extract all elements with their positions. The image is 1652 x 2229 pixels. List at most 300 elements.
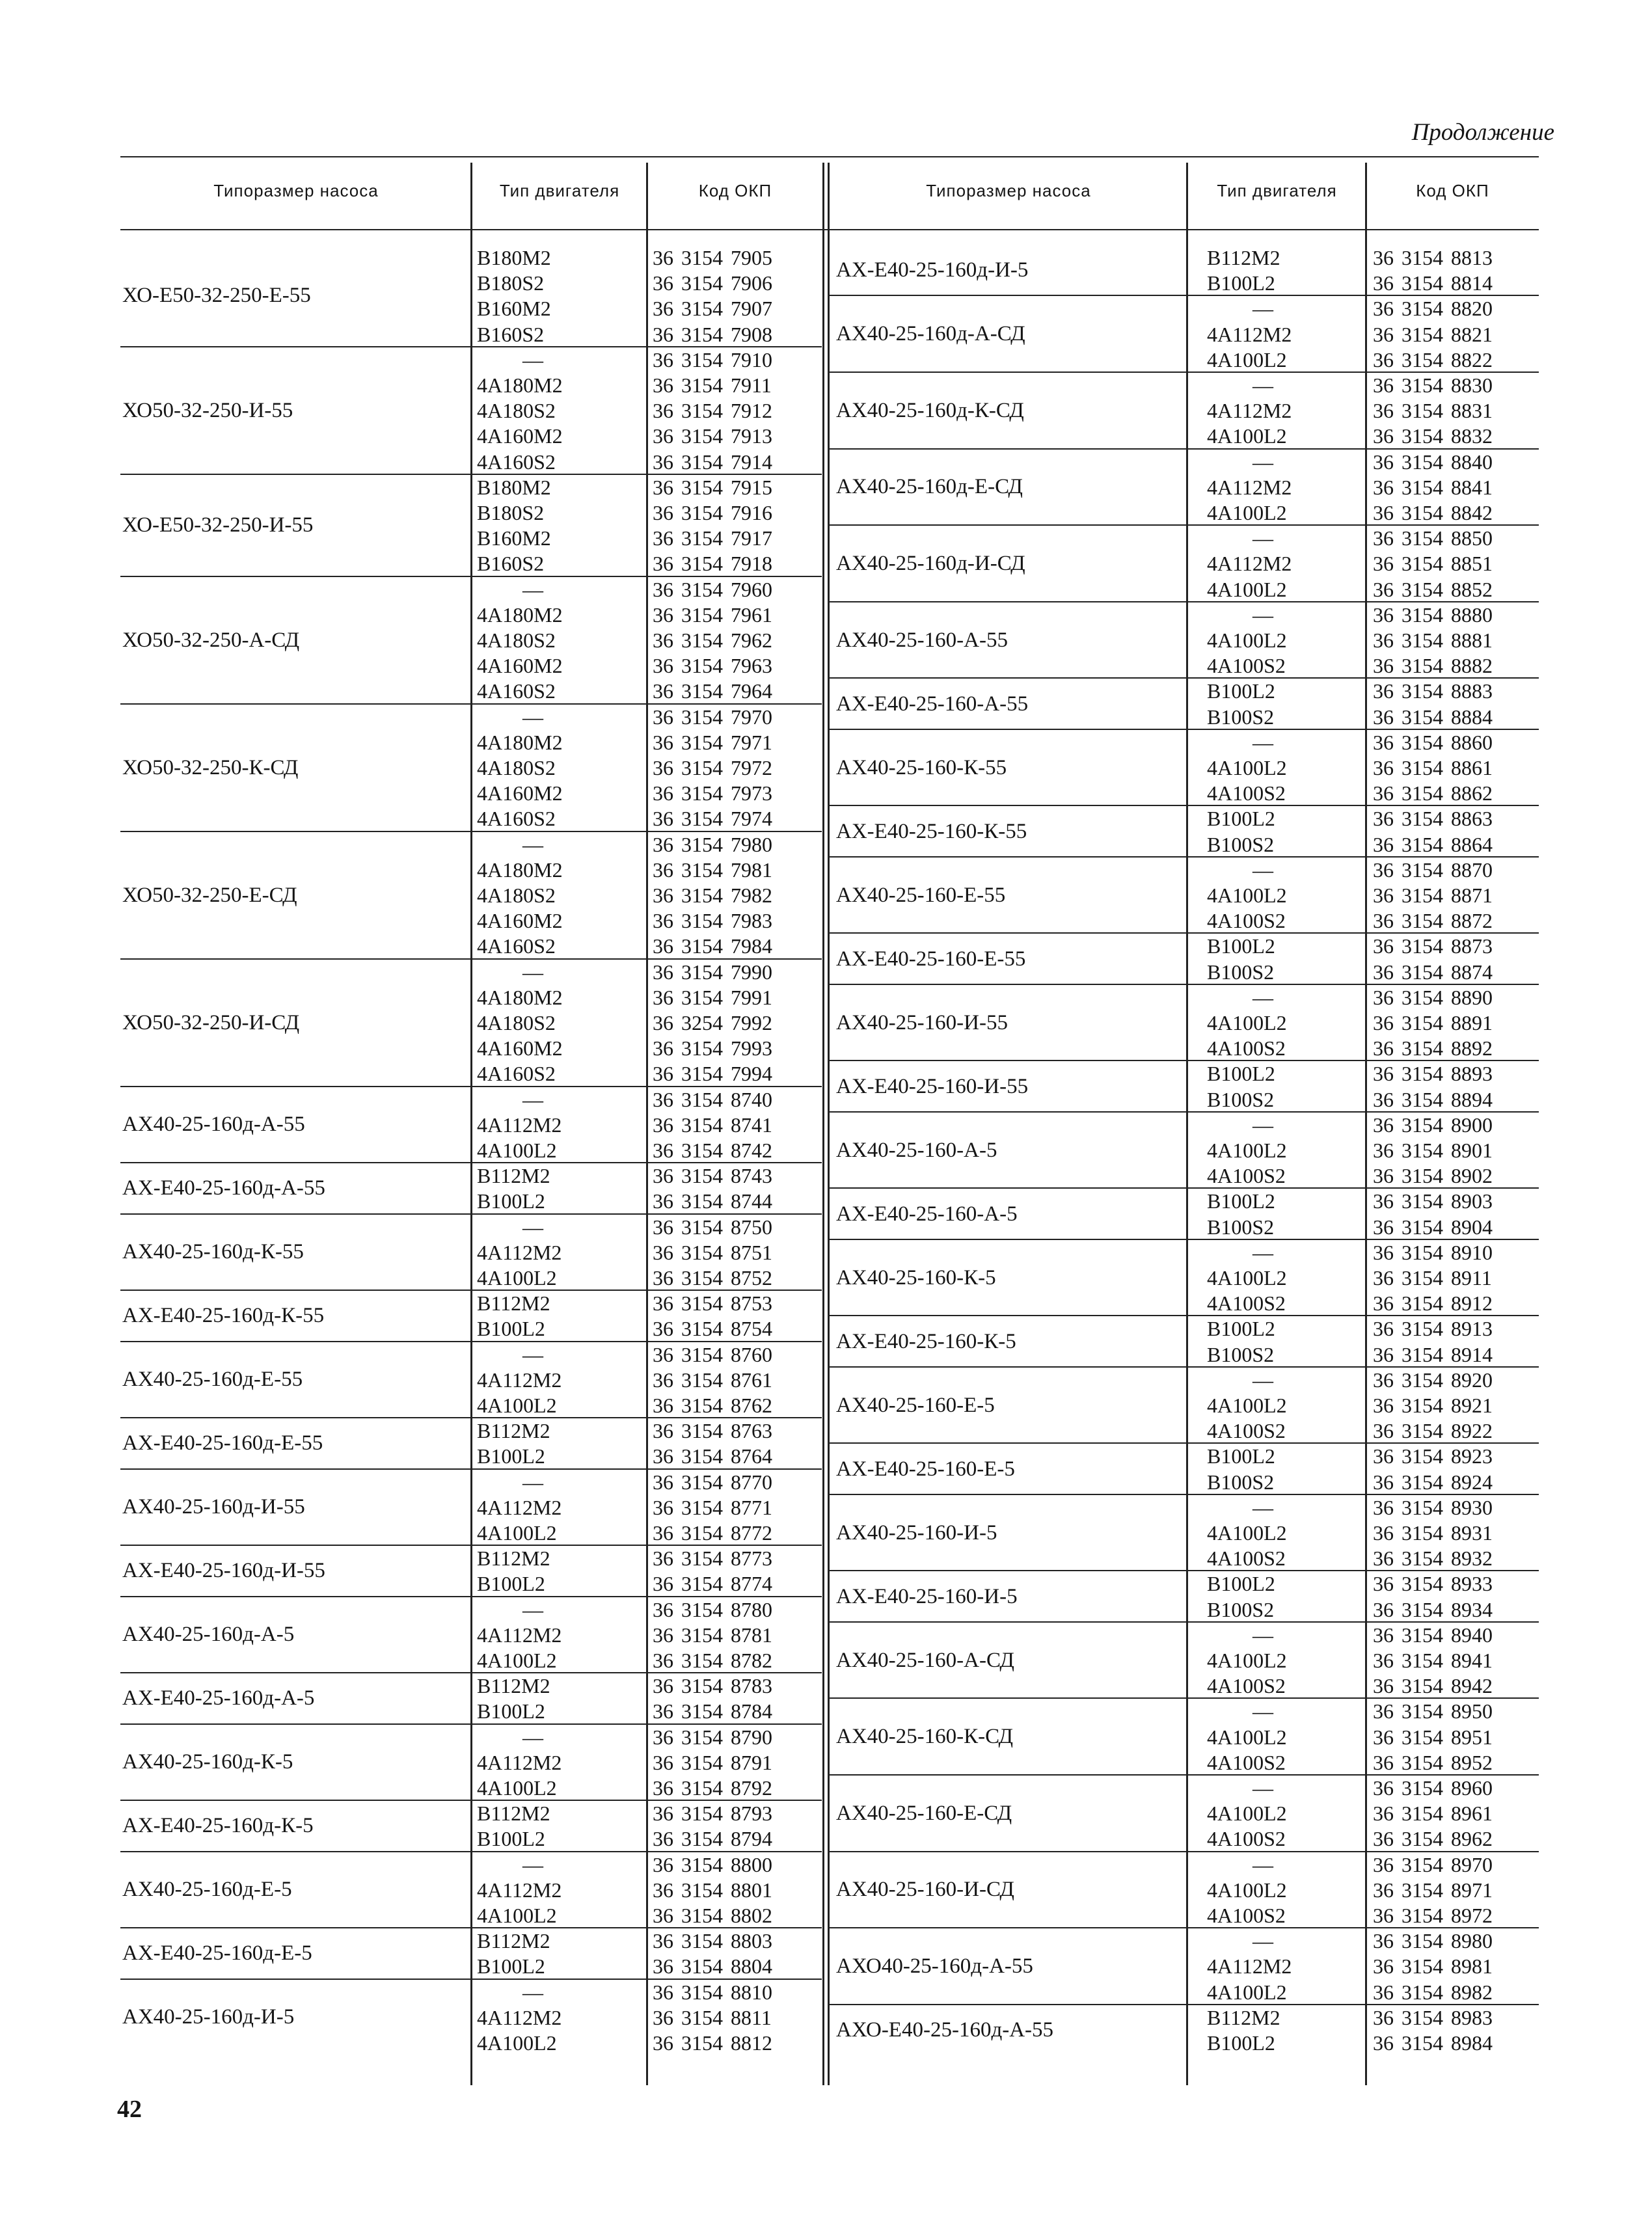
motor-type: В180М2 [477, 246, 551, 269]
motor-type: 4А100L2 [477, 2031, 557, 2055]
okp-code: 36 3154 8784 [653, 1699, 772, 1723]
motor-type: 4А100L2 [477, 1649, 557, 1672]
header-motor-left: Тип двигателя [499, 180, 620, 200]
motor-type: 4А112М2 [1207, 1954, 1292, 1979]
pump-model: АХ40-25-160д-К-5 [122, 1750, 293, 1774]
pump-model: АХ40-25-160д-К-СД [836, 398, 1024, 422]
motor-type: 4А100L2 [1207, 577, 1287, 601]
motor-type: 4А100L2 [1207, 501, 1287, 524]
motor-none-dash: — [522, 1215, 543, 1239]
pump-model: АХ-Е40-25-160-А-5 [836, 1202, 1018, 1226]
motor-type: В112М2 [1207, 246, 1280, 269]
motor-type: В112М2 [477, 1547, 550, 1571]
okp-code: 36 3154 8861 [1373, 756, 1493, 779]
motor-type: 4А100L2 [477, 1139, 557, 1162]
okp-code: 36 3154 8782 [653, 1649, 772, 1672]
motor-none-dash: — [522, 705, 543, 729]
motor-type: 4А160S2 [477, 1062, 556, 1086]
pump-model: АХ40-25-160-А-СД [836, 1648, 1014, 1672]
motor-type: 4А100S2 [1207, 1904, 1286, 1927]
pump-model: АХ40-25-160-И-55 [836, 1010, 1008, 1034]
okp-code: 36 3154 8982 [1373, 1980, 1493, 2004]
motor-type: 4А180S2 [477, 399, 556, 423]
motor-type: 4А112М2 [477, 1495, 562, 1519]
okp-code: 36 3154 8960 [1373, 1776, 1493, 1800]
motor-type: 4А100L2 [477, 1266, 557, 1290]
header-bottom-rule [120, 229, 1539, 230]
pump-model: АХ40-25-160-Е-5 [836, 1393, 995, 1417]
group-separator [120, 1290, 822, 1291]
motor-type: 4А180S2 [477, 884, 556, 907]
motor-none-dash: — [1253, 1699, 1273, 1723]
pump-model: АХ40-25-160д-И-55 [122, 1495, 305, 1519]
okp-code: 36 3154 7964 [653, 679, 772, 703]
okp-code: 36 3154 8812 [653, 2031, 772, 2055]
okp-code: 36 3154 8751 [653, 1240, 772, 1264]
group-separator [830, 677, 1539, 679]
group-separator [120, 1213, 822, 1215]
group-separator [830, 1366, 1539, 1368]
okp-code: 36 3154 8984 [1373, 2031, 1493, 2055]
motor-none-dash: — [1253, 858, 1273, 882]
okp-code: 36 3154 8864 [1373, 832, 1493, 856]
continuation-label: Продолжение [1411, 119, 1554, 146]
motor-type: 4А100L2 [1207, 756, 1287, 779]
okp-code: 36 3154 8961 [1373, 1802, 1493, 1826]
okp-code: 36 3154 7908 [653, 322, 772, 346]
motor-type: 4А160М2 [477, 424, 563, 448]
motor-none-dash: — [1253, 1623, 1273, 1647]
col-divider-center-1 [822, 163, 824, 2085]
motor-type: 4А100L2 [477, 1521, 557, 1545]
okp-code: 36 3154 7907 [653, 297, 772, 321]
header-pump-left: Типоразмер насоса [213, 180, 379, 200]
okp-code: 36 3154 8890 [1373, 985, 1493, 1009]
motor-type: В112М2 [477, 1164, 550, 1188]
motor-type: В100S2 [1207, 1087, 1275, 1111]
motor-type: В160М2 [477, 297, 551, 321]
motor-type: 4А100L2 [1207, 1521, 1287, 1545]
motor-none-dash: — [522, 832, 543, 856]
okp-code: 36 3154 8814 [1373, 271, 1493, 295]
group-separator [830, 1697, 1539, 1699]
okp-code: 36 3154 8760 [653, 1342, 772, 1366]
motor-type: В112М2 [477, 1929, 550, 1953]
group-separator [830, 1774, 1539, 1776]
pump-model: АХ-Е40-25-160д-А-55 [122, 1176, 325, 1200]
motor-none-dash: — [1253, 450, 1273, 474]
okp-code: 36 3154 8794 [653, 1827, 772, 1851]
motor-none-dash: — [522, 960, 543, 984]
okp-code: 36 3154 8790 [653, 1725, 772, 1749]
motor-type: 4А100L2 [1207, 1980, 1287, 2004]
okp-code: 36 3154 8882 [1373, 654, 1493, 678]
motor-type: 4А112М2 [477, 1368, 562, 1392]
group-separator [830, 856, 1539, 858]
motor-type: 4А100S2 [1207, 909, 1286, 933]
pump-model: АХ-Е40-25-160-И-55 [836, 1074, 1029, 1098]
pump-model: АХ-Е40-25-160д-Е-55 [122, 1431, 323, 1455]
col-divider-left-code [646, 163, 648, 2085]
group-separator [830, 1239, 1539, 1240]
okp-code: 36 3154 8900 [1373, 1113, 1493, 1137]
motor-type: В160М2 [477, 526, 551, 550]
group-separator [120, 958, 822, 960]
motor-type: 4А112М2 [477, 2005, 562, 2029]
motor-type: В100S2 [1207, 705, 1275, 729]
group-separator [830, 2004, 1539, 2005]
okp-code: 36 3154 7980 [653, 832, 772, 856]
motor-type: 4А180S2 [477, 628, 556, 652]
pump-model: АХ40-25-160-А-5 [836, 1138, 997, 1162]
group-separator [830, 1851, 1539, 1852]
okp-code: 36 3154 8881 [1373, 628, 1493, 652]
motor-type: В100L2 [477, 1572, 545, 1596]
okp-code: 36 3154 8820 [1373, 297, 1493, 321]
motor-none-dash: — [1253, 373, 1273, 397]
pump-model: АХ40-25-160-К-5 [836, 1265, 996, 1290]
pump-model: ХО-Е50-32-250-Е-55 [122, 284, 311, 308]
motor-type: 4А160М2 [477, 654, 563, 678]
pump-model: АХ-Е40-25-160д-А-5 [122, 1686, 315, 1710]
pump-table [120, 0, 1539, 2229]
group-separator [120, 576, 822, 577]
motor-type: В100L2 [477, 1444, 545, 1468]
motor-type: 4А112М2 [1207, 322, 1292, 346]
okp-code: 36 3154 7970 [653, 705, 772, 729]
pump-model: АХ40-25-160-А-55 [836, 628, 1008, 652]
okp-code: 36 3154 8743 [653, 1164, 772, 1188]
okp-code: 36 3154 8883 [1373, 679, 1493, 703]
motor-none-dash: — [1253, 526, 1273, 550]
motor-type: 4А100L2 [477, 1904, 557, 1927]
okp-code: 36 3154 8924 [1373, 1470, 1493, 1494]
group-separator [830, 524, 1539, 526]
okp-code: 36 3154 8914 [1373, 1342, 1493, 1366]
group-separator [120, 1596, 822, 1597]
motor-none-dash: — [522, 1980, 543, 2004]
okp-code: 36 3154 8841 [1373, 475, 1493, 499]
okp-code: 36 3154 7973 [653, 781, 772, 805]
okp-code: 36 3154 8741 [653, 1113, 772, 1137]
pump-model: АХ40-25-160-Е-СД [836, 1801, 1012, 1825]
motor-none-dash: — [522, 347, 543, 372]
okp-code: 36 3154 8912 [1373, 1291, 1493, 1316]
motor-type: 4А112М2 [477, 1750, 562, 1774]
motor-type: В100L2 [477, 1827, 545, 1851]
okp-code: 36 3154 8813 [1373, 246, 1493, 269]
motor-type: В100S2 [1207, 960, 1275, 984]
pump-model: ХО50-32-250-И-55 [122, 398, 293, 422]
motor-type: 4А160S2 [477, 679, 556, 703]
pump-model: АХ40-25-160-К-СД [836, 1725, 1014, 1749]
okp-code: 36 3154 8951 [1373, 1725, 1493, 1749]
motor-type: 4А100L2 [1207, 1725, 1287, 1749]
motor-none-dash: — [1253, 1852, 1273, 1876]
okp-code: 36 3154 8811 [653, 2005, 772, 2029]
motor-type: 4А160S2 [477, 807, 556, 831]
motor-type: 4А160S2 [477, 934, 556, 958]
motor-type: В100L2 [1207, 1189, 1275, 1213]
okp-code: 36 3154 8772 [653, 1521, 772, 1545]
motor-type: 4А100L2 [1207, 1011, 1287, 1034]
okp-code: 36 3154 7993 [653, 1036, 772, 1060]
okp-code: 36 3154 8851 [1373, 552, 1493, 576]
motor-type: 4А100L2 [1207, 1649, 1287, 1672]
motor-type: В100L2 [1207, 807, 1275, 831]
header-code-left: Код ОКП [698, 180, 772, 200]
okp-code: 36 3154 8932 [1373, 1547, 1493, 1571]
okp-code: 36 3154 8892 [1373, 1036, 1493, 1060]
okp-code: 36 3154 8800 [653, 1852, 772, 1876]
okp-code: 36 3154 8753 [653, 1291, 772, 1316]
motor-type: В112М2 [477, 1802, 550, 1826]
motor-type: В100L2 [1207, 1572, 1275, 1596]
motor-type: 4А112М2 [1207, 399, 1292, 423]
okp-code: 36 3154 7963 [653, 654, 772, 678]
okp-code: 36 3154 8873 [1373, 934, 1493, 958]
motor-type: 4А180М2 [477, 373, 563, 397]
okp-code: 36 3154 8761 [653, 1368, 772, 1392]
motor-type: 4А180М2 [477, 858, 563, 882]
okp-code: 36 3154 8903 [1373, 1189, 1493, 1213]
motor-type: 4А100S2 [1207, 1674, 1286, 1698]
motor-type: В100L2 [1207, 2031, 1275, 2055]
motor-none-dash: — [522, 1597, 543, 1621]
motor-type: 4А112М2 [477, 1878, 562, 1902]
group-separator [120, 1723, 822, 1725]
okp-code: 36 3154 8791 [653, 1750, 772, 1774]
okp-code: 36 3154 7972 [653, 756, 772, 779]
okp-code: 36 3154 8981 [1373, 1954, 1493, 1979]
pump-model: ХО50-32-250-А-СД [122, 628, 300, 652]
motor-none-dash: — [1253, 1368, 1273, 1392]
motor-none-dash: — [522, 1087, 543, 1111]
pump-model: АХ-Е40-25-160-Е-55 [836, 947, 1026, 971]
motor-type: 4А180М2 [477, 602, 563, 627]
pump-model: АХ40-25-160-Е-55 [836, 883, 1006, 907]
motor-type: В100S2 [1207, 1215, 1275, 1239]
header-code-right: Код ОКП [1416, 180, 1489, 200]
motor-type: В100S2 [1207, 1470, 1275, 1494]
motor-none-dash: — [1253, 985, 1273, 1009]
okp-code: 36 3154 8840 [1373, 450, 1493, 474]
okp-code: 36 3154 8783 [653, 1674, 772, 1698]
group-separator [830, 1060, 1539, 1061]
group-separator [120, 831, 822, 832]
motor-type: В100S2 [1207, 1597, 1275, 1621]
okp-code: 36 3154 8740 [653, 1087, 772, 1111]
motor-type: В160S2 [477, 552, 545, 576]
motor-none-dash: — [1253, 1776, 1273, 1800]
pump-model: АХ40-25-160д-А-СД [836, 322, 1025, 346]
col-divider-center-2 [828, 163, 830, 2085]
okp-code: 36 3154 8774 [653, 1572, 772, 1596]
okp-code: 36 3154 7905 [653, 246, 772, 269]
okp-code: 36 3154 7994 [653, 1062, 772, 1086]
motor-type: В112М2 [1207, 2005, 1280, 2029]
pump-model: АХ40-25-160д-А-55 [122, 1113, 305, 1137]
motor-type: 4А100L2 [477, 1394, 557, 1417]
okp-code: 36 3154 8763 [653, 1419, 772, 1443]
group-separator [120, 1851, 822, 1852]
okp-code: 36 3154 8930 [1373, 1495, 1493, 1519]
pump-model: АХ40-25-160д-И-5 [122, 2005, 295, 2029]
okp-code: 36 3154 7914 [653, 450, 772, 474]
motor-type: В100L2 [1207, 271, 1275, 295]
motor-type: В100L2 [477, 1954, 545, 1979]
okp-code: 36 3154 8804 [653, 1954, 772, 1979]
pump-model: АХ-Е40-25-160д-И-55 [122, 1559, 325, 1583]
pump-model: ХО50-32-250-Е-СД [122, 883, 297, 907]
okp-code: 36 3154 8911 [1373, 1266, 1492, 1290]
okp-code: 36 3154 8983 [1373, 2005, 1493, 2029]
okp-code: 36 3154 8910 [1373, 1240, 1493, 1264]
motor-type: В100L2 [1207, 1062, 1275, 1086]
okp-code: 36 3154 8831 [1373, 399, 1493, 423]
pump-model: АХ-Е40-25-160-К-5 [836, 1329, 1016, 1353]
col-divider-left-motor [470, 163, 472, 2085]
pump-model: АХ40-25-160д-Е-5 [122, 1878, 292, 1902]
motor-type: В100L2 [1207, 679, 1275, 703]
okp-code: 36 3154 8754 [653, 1317, 772, 1341]
okp-code: 36 3154 8802 [653, 1904, 772, 1927]
pump-model: АХ40-25-160-И-5 [836, 1520, 997, 1545]
okp-code: 36 3154 7971 [653, 730, 772, 754]
okp-code: 36 3154 7917 [653, 526, 772, 550]
pump-model: АХ-Е40-25-160-Е-5 [836, 1457, 1015, 1481]
okp-code: 36 3154 8880 [1373, 602, 1493, 627]
okp-code: 36 3154 7916 [653, 501, 772, 524]
motor-type: В112М2 [477, 1674, 550, 1698]
col-divider-right-motor [1186, 163, 1188, 2085]
okp-code: 36 3154 8771 [653, 1495, 772, 1519]
motor-type: В100L2 [1207, 934, 1275, 958]
motor-none-dash: — [1253, 602, 1273, 627]
motor-type: В180М2 [477, 475, 551, 499]
okp-code: 36 3154 8781 [653, 1623, 772, 1647]
pump-model: АХО40-25-160д-А-55 [836, 1954, 1033, 1978]
pump-model: АХ-Е40-25-160-К-55 [836, 819, 1027, 843]
group-separator [120, 1800, 822, 1801]
group-separator [830, 1927, 1539, 1928]
group-separator [120, 1468, 822, 1470]
group-separator [830, 601, 1539, 602]
okp-code: 36 3154 8941 [1373, 1649, 1493, 1672]
group-separator [120, 1545, 822, 1546]
motor-type: В100L2 [1207, 1317, 1275, 1341]
okp-code: 36 3154 8832 [1373, 424, 1493, 448]
okp-code: 36 3154 8750 [653, 1215, 772, 1239]
okp-code: 36 3154 7912 [653, 399, 772, 423]
motor-type: 4А100S2 [1207, 781, 1286, 805]
okp-code: 36 3154 8863 [1373, 807, 1493, 831]
pump-model: АХ40-25-160д-А-5 [122, 1623, 295, 1647]
motor-none-dash: — [522, 1725, 543, 1749]
motor-type: 4А112М2 [477, 1240, 562, 1264]
group-separator [830, 1187, 1539, 1189]
pump-model: АХ40-25-160д-К-55 [122, 1240, 304, 1264]
motor-type: В160S2 [477, 322, 545, 346]
motor-type: 4А100S2 [1207, 654, 1286, 678]
pump-model: АХ-Е40-25-160д-К-5 [122, 1814, 314, 1838]
okp-code: 36 3154 8764 [653, 1444, 772, 1468]
pump-model: АХ40-25-160д-Е-55 [122, 1368, 303, 1392]
header-pump-right: Типоразмер насоса [926, 180, 1091, 200]
pump-model: АХ40-25-160д-Е-СД [836, 475, 1023, 499]
motor-type: 4А112М2 [1207, 552, 1292, 576]
group-separator [830, 805, 1539, 806]
okp-code: 36 3154 8942 [1373, 1674, 1493, 1698]
motor-type: 4А112М2 [1207, 475, 1292, 499]
okp-code: 36 3154 8852 [1373, 577, 1493, 601]
okp-code: 36 3154 8793 [653, 1802, 772, 1826]
motor-type: 4А160S2 [477, 450, 556, 474]
motor-type: 4А100L2 [1207, 884, 1287, 907]
okp-code: 36 3154 7991 [653, 985, 772, 1009]
motor-type: В100L2 [1207, 1444, 1275, 1468]
okp-code: 36 3154 8923 [1373, 1444, 1493, 1468]
motor-type: 4А112М2 [477, 1623, 562, 1647]
okp-code: 36 3154 8922 [1373, 1419, 1493, 1443]
motor-type: 4А100S2 [1207, 1164, 1286, 1188]
group-separator [120, 1341, 822, 1342]
motor-none-dash: — [522, 1470, 543, 1494]
page-number: 42 [117, 2096, 142, 2123]
okp-code: 36 3154 8822 [1373, 347, 1493, 372]
okp-code: 36 3154 8744 [653, 1189, 772, 1213]
motor-none-dash: — [1253, 1495, 1273, 1519]
motor-type: 4А160М2 [477, 909, 563, 933]
okp-code: 36 3154 8830 [1373, 373, 1493, 397]
group-separator [830, 1494, 1539, 1495]
motor-none-dash: — [1253, 1113, 1273, 1137]
motor-type: В100L2 [477, 1699, 545, 1723]
group-separator [830, 1570, 1539, 1571]
okp-code: 36 3154 8801 [653, 1878, 772, 1902]
okp-code: 36 3154 8773 [653, 1547, 772, 1571]
motor-none-dash: — [1253, 1240, 1273, 1264]
okp-code: 36 3154 8762 [653, 1394, 772, 1417]
okp-code: 36 3154 8950 [1373, 1699, 1493, 1723]
group-separator [120, 1927, 822, 1928]
okp-code: 36 3154 8780 [653, 1597, 772, 1621]
motor-type: 4А100L2 [1207, 347, 1287, 372]
okp-code: 36 3154 8920 [1373, 1368, 1493, 1392]
okp-code: 36 3154 8874 [1373, 960, 1493, 984]
okp-code: 36 3154 8891 [1373, 1011, 1493, 1034]
okp-code: 36 3154 7961 [653, 602, 772, 627]
okp-code: 36 3154 8933 [1373, 1572, 1493, 1596]
motor-none-dash: — [1253, 730, 1273, 754]
okp-code: 36 3154 7960 [653, 577, 772, 601]
okp-code: 36 3154 8884 [1373, 705, 1493, 729]
okp-code: 36 3254 7992 [653, 1011, 772, 1034]
okp-code: 36 3154 7915 [653, 475, 772, 499]
motor-none-dash: — [522, 1342, 543, 1366]
okp-code: 36 3154 8970 [1373, 1852, 1493, 1876]
pump-model: АХ-Е40-25-160д-К-55 [122, 1304, 325, 1328]
okp-code: 36 3154 8871 [1373, 884, 1493, 907]
motor-type: В180S2 [477, 501, 545, 524]
okp-code: 36 3154 8893 [1373, 1062, 1493, 1086]
motor-type: 4А180М2 [477, 730, 563, 754]
motor-type: 4А112М2 [477, 1113, 562, 1137]
motor-type: 4А100L2 [1207, 1802, 1287, 1826]
okp-code: 36 3154 7974 [653, 807, 772, 831]
okp-code: 36 3154 7913 [653, 424, 772, 448]
motor-type: 4А100S2 [1207, 1547, 1286, 1571]
